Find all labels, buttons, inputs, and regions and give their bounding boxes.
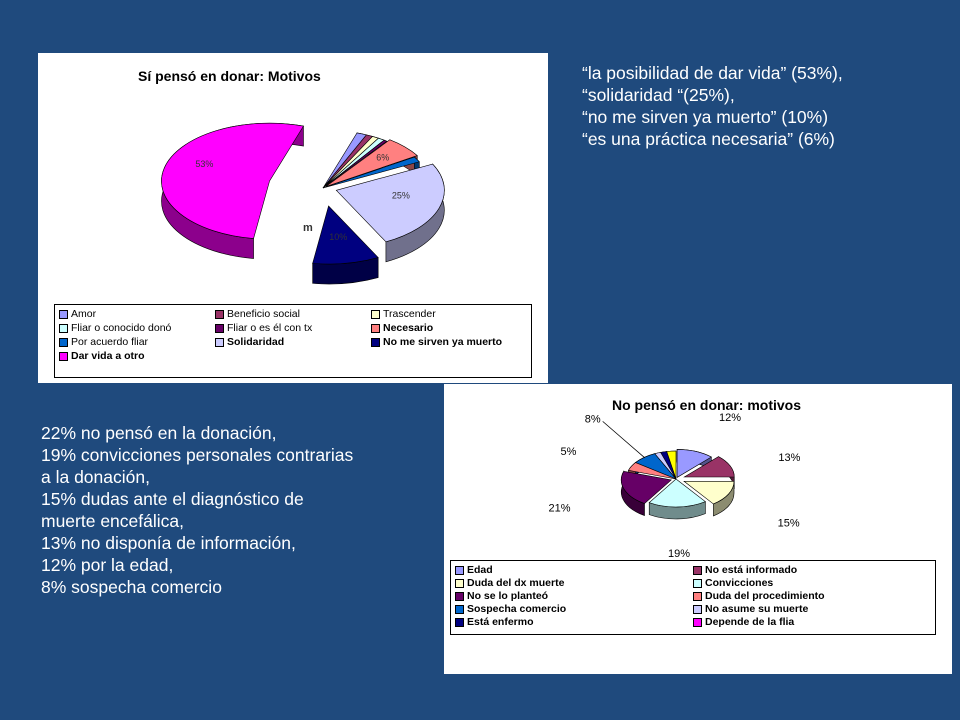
legend-label: Por acuerdo fliar xyxy=(71,336,149,348)
legend-item-no-asume-su-muerte xyxy=(693,603,931,615)
data-label-duda-del-procedimiento: 5% xyxy=(560,446,577,459)
legend-label: No me sirven ya muerto xyxy=(383,336,503,348)
legend-swatch xyxy=(455,618,464,627)
legend-label: Trascender xyxy=(383,308,436,320)
legend-label: Depende de la flia xyxy=(705,616,795,628)
data-label-duda-del-dx-muerte: 15% xyxy=(777,517,800,530)
legend-label: Solidaridad xyxy=(227,336,285,348)
legend-swatch xyxy=(215,310,224,319)
data-label-dar-vida-a-otro: 53% xyxy=(195,159,214,170)
chart-legend xyxy=(54,304,532,378)
legend-item-no-me-sirven-ya-muerto xyxy=(371,336,527,348)
legend-label: Duda del procedimiento xyxy=(705,590,825,602)
data-label-edad: 12% xyxy=(719,411,742,424)
legend-swatch xyxy=(455,605,464,614)
legend-swatch xyxy=(59,324,68,333)
legend-swatch xyxy=(371,324,380,333)
legend-item-no-se-lo-planteo xyxy=(455,590,693,602)
legend-label: Edad xyxy=(467,564,493,576)
chart-title: No pensó en donar: motivos xyxy=(612,397,802,413)
legend-item-fliar-o-es-el-con-tx xyxy=(215,322,371,334)
data-label-convicciones: 19% xyxy=(667,548,690,561)
legend-item-fliar-o-conocido-dono xyxy=(59,322,215,334)
pie-chart-no-penso xyxy=(444,384,952,559)
stray-label: m xyxy=(303,222,313,234)
legend-item-edad xyxy=(455,564,693,576)
legend-swatch xyxy=(693,592,702,601)
legend-item-por-acuerdo-fliar xyxy=(59,336,215,348)
text-line: 15% dudas ante el diagnóstico de xyxy=(41,489,304,509)
legend-swatch xyxy=(59,338,68,347)
leader-line xyxy=(603,421,645,457)
text-line: a la donación, xyxy=(41,467,150,487)
legend-swatch xyxy=(59,310,68,319)
pie-chart-si-penso xyxy=(38,53,548,303)
text-line: “solidaridad “(25%), xyxy=(582,85,735,105)
legend-swatch xyxy=(455,566,464,575)
legend-item-amor xyxy=(59,308,215,320)
legend-label: Fliar o conocido donó xyxy=(71,322,172,334)
legend-swatch xyxy=(215,338,224,347)
text-line: 13% no disponía de información, xyxy=(41,533,296,553)
legend-label: Está enfermo xyxy=(467,616,534,628)
data-label-sospecha-comercio: 8% xyxy=(584,413,601,426)
text-line: 8% sospecha comercio xyxy=(41,577,222,597)
data-label-no-esta-informado: 13% xyxy=(778,451,801,464)
text-line: muerte encefálica, xyxy=(41,511,184,531)
legend-swatch xyxy=(693,618,702,627)
legend-swatch xyxy=(693,579,702,588)
text-line: “no me sirven ya muerto” (10%) xyxy=(582,107,829,127)
data-label-no-me-sirven-ya-muerto: 10% xyxy=(329,231,348,242)
legend-label: No se lo planteó xyxy=(467,590,549,602)
legend-label: Beneficio social xyxy=(227,308,300,320)
legend-swatch xyxy=(371,338,380,347)
text-line: “es una práctica necesaria” (6%) xyxy=(582,129,835,149)
legend-label: Convicciones xyxy=(705,577,774,589)
text-line: “la posibilidad de dar vida” (53%), xyxy=(582,63,843,83)
data-label-solidaridad: 25% xyxy=(391,190,410,201)
legend-swatch xyxy=(455,592,464,601)
legend-item-depende-de-la-flia xyxy=(693,616,931,628)
summary-text-si-penso xyxy=(582,62,843,150)
legend-item-duda-del-dx-muerte xyxy=(455,577,693,589)
data-label-no-se-lo-planteo: 21% xyxy=(548,502,571,515)
chart-panel-no-penso xyxy=(444,384,952,674)
summary-text-no-penso xyxy=(41,422,441,598)
legend-label: Dar vida a otro xyxy=(71,350,145,362)
legend-swatch xyxy=(59,352,68,361)
legend-label: Sospecha comercio xyxy=(467,603,567,615)
legend-item-trascender xyxy=(371,308,527,320)
legend-swatch xyxy=(693,566,702,575)
legend-item-necesario xyxy=(371,322,527,334)
data-label-necesario: 6% xyxy=(376,152,390,163)
text-line: 19% convicciones personales contrarias xyxy=(41,445,354,465)
legend-swatch xyxy=(371,310,380,319)
chart-panel-si-penso xyxy=(38,53,548,383)
text-line: 22% no pensó en la donación, xyxy=(41,423,277,443)
legend-item-esta-enfermo xyxy=(455,616,693,628)
legend-label: Necesario xyxy=(383,322,434,334)
legend-item-no-esta-informado xyxy=(693,564,931,576)
legend-item-solidaridad xyxy=(215,336,371,348)
legend-label: No está informado xyxy=(705,564,798,576)
chart-legend xyxy=(450,560,936,635)
legend-label: No asume su muerte xyxy=(705,603,809,615)
legend-label: Amor xyxy=(71,308,97,320)
legend-item-dar-vida-a-otro xyxy=(59,350,215,362)
legend-swatch xyxy=(693,605,702,614)
legend-swatch xyxy=(215,324,224,333)
legend-swatch xyxy=(455,579,464,588)
legend-item-duda-del-procedimiento xyxy=(693,590,931,602)
legend-item-sospecha-comercio xyxy=(455,603,693,615)
legend-item-beneficio-social xyxy=(215,308,371,320)
legend-item-convicciones xyxy=(693,577,931,589)
chart-title: Sí pensó en donar: Motivos xyxy=(138,68,321,84)
legend-label: Duda del dx muerte xyxy=(467,577,565,589)
legend-label: Fliar o es él con tx xyxy=(227,322,313,334)
text-line: 12% por la edad, xyxy=(41,555,174,575)
